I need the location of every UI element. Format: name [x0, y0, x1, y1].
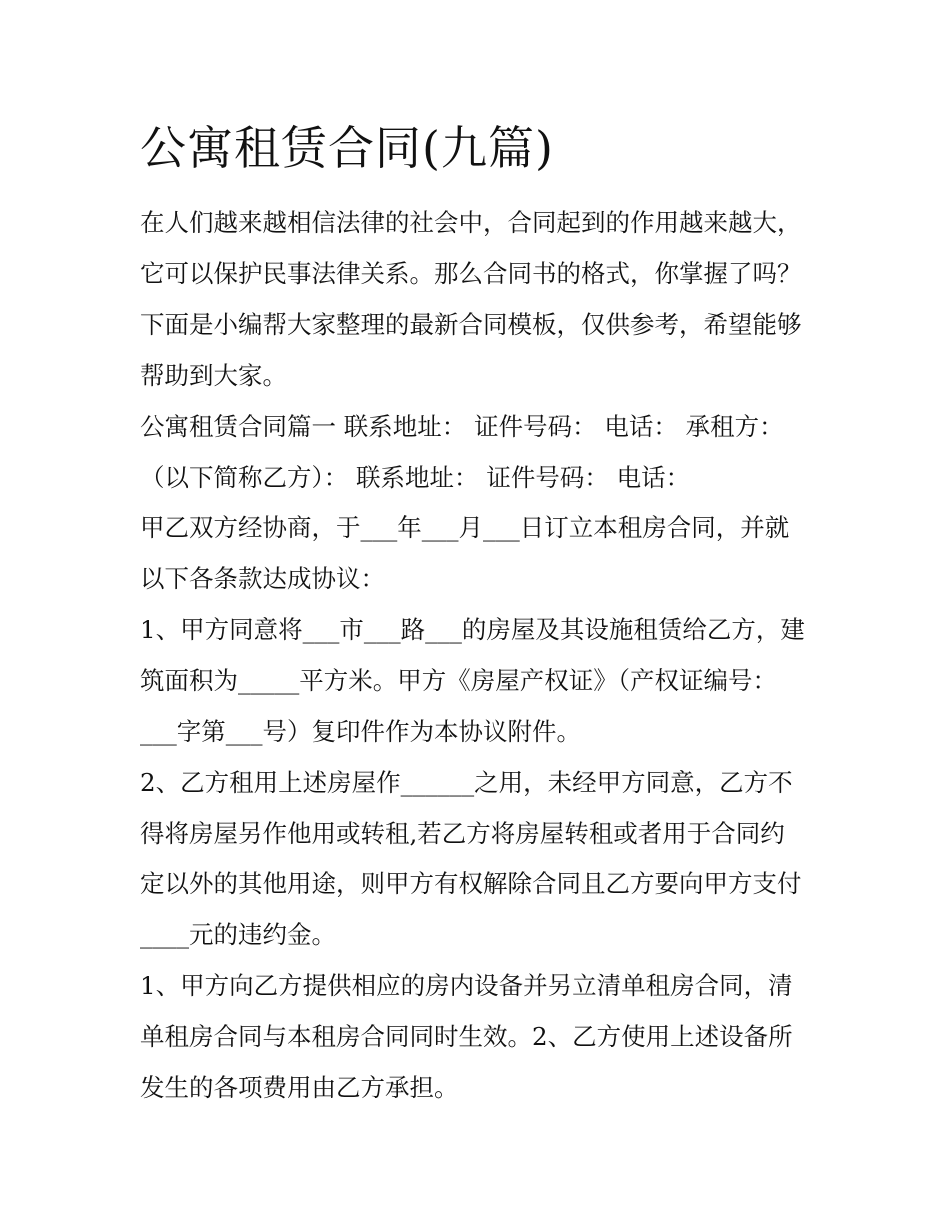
text-line: 下面是小编帮大家整理的最新合同模板，仅供参考，希望能够: [140, 310, 802, 339]
text-line: 筑面积为_____平方米。甲方《房屋产权证》（产权证编号：: [140, 666, 777, 695]
text-line: （以下简称乙方）： 联系地址： 证件号码： 电话：: [140, 463, 691, 492]
text-line: ___字第___号）复印件作为本协议附件。: [140, 717, 581, 746]
text-line: 公寓租赁合同篇一 联系地址： 证件号码： 电话： 承租方：: [140, 412, 784, 441]
text-line: 发生的各项费用由乙方承担。: [140, 1073, 459, 1102]
text-line: 以下各条款达成协议：: [140, 564, 385, 593]
text-line: 帮助到大家。: [140, 361, 287, 390]
document-title: 公寓租赁合同(九篇): [140, 121, 554, 175]
text-line: 定以外的其他用途，则甲方有权解除合同且乙方要向甲方支付: [140, 869, 802, 898]
text-line: 得将房屋另作他用或转租,若乙方将房屋转租或者用于合同约: [140, 819, 785, 848]
text-line: ____元的违约金。: [140, 920, 336, 949]
text-line: 在人们越来越相信法律的社会中，合同起到的作用越来越大，: [140, 208, 802, 237]
text-line: 2、乙方租用上述房屋作______之用，未经甲方同意，乙方不: [140, 768, 793, 797]
text-line: 1、甲方同意将___市___路___的房屋及其设施租赁给乙方，建: [140, 615, 805, 644]
text-line: 单租房合同与本租房合同同时生效。2、乙方使用上述设备所: [140, 1022, 793, 1051]
text-line: 1、甲方向乙方提供相应的房内设备并另立清单租房合同，清: [140, 971, 793, 1000]
text-line: 它可以保护民事法律关系。那么合同书的格式，你掌握了吗？: [140, 259, 802, 288]
text-line: 甲乙双方经协商，于___年___月___日订立本租房合同，并就: [140, 513, 790, 542]
